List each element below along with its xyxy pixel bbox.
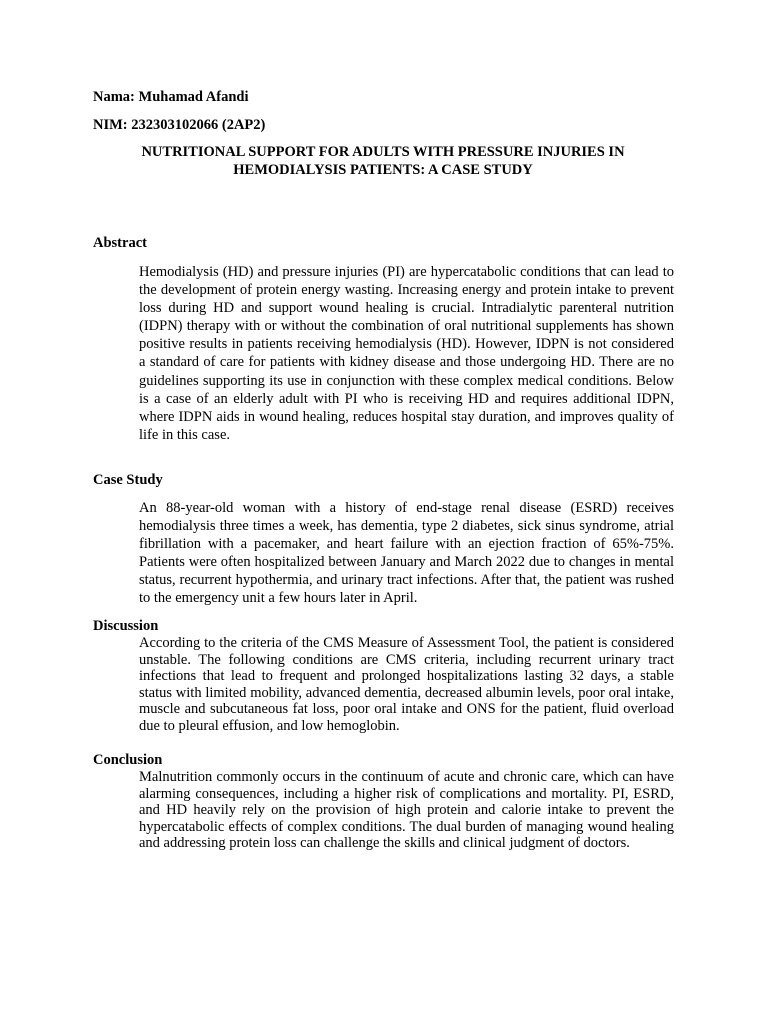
case-study-body: An 88-year-old woman with a history of end-stage renal disease (ESRD) receives hemodialysis three times a week, has dementia, type 2 diabetes, sick sinus syndrome, atrial fibrillation with a pacemaker, and heart failure with an ejection fraction of 65%-75%. Patients were often hospitalized between January and March 2022 due to changes in mental status, recurrent hypothermia, and urinary tract infections. After that, the patient was rushed to the emergency unit a few hours later in April.	[139, 500, 674, 607]
abstract-body: Hemodialysis (HD) and pressure injuries (PI) are hypercatabolic conditions that can lead to the development of protein energy wasting. Increasing energy and protein intake to prevent loss during HD and support wound healing is crucial. Intradialytic parenteral nutrition (IDPN) therapy with or without the combination of oral nutritional supplements has shown positive results in patients receiving hemodialysis (HD). However, IDPN is not considered a standard of care for patients with kidney disease and those undergoing HD. There are no guidelines supporting its use in conjunction with these complex medical conditions. Below is a case of an elderly adult with PI who is receiving HD and requires additional IDPN, where IDPN aids in wound healing, reduces hospital stay duration, and improves quality of life in this case.	[139, 264, 674, 443]
case-study-heading: Case Study	[93, 472, 163, 488]
title-line-2: HEMODIALYSIS PATIENTS: A CASE STUDY	[233, 162, 533, 178]
discussion-heading: Discussion	[93, 618, 159, 634]
title-line-1: NUTRITIONAL SUPPORT FOR ADULTS WITH PRESSURE INJURIES IN	[141, 144, 625, 160]
student-name: Nama: Muhamad Afandi	[93, 89, 249, 105]
abstract-heading: Abstract	[93, 235, 147, 251]
conclusion-heading: Conclusion	[93, 752, 163, 768]
document-title	[93, 143, 673, 179]
discussion-body: According to the criteria of the CMS Measure of Assessment Tool, the patient is considered unstable. The following conditions are CMS criteria, including recurrent urinary tract infections that lead to frequent and prolonged hospitalizations lasting 32 days, a stable status with limited mobility, advanced dementia, decreased albumin levels, poor oral intake, muscle and subcutaneous fat loss, poor oral intake and ONS for the patient, fluid overload due to pleural effusion, and low hemoglobin.	[139, 635, 674, 734]
student-nim: NIM: 232303102066 (2AP2)	[93, 117, 266, 133]
conclusion-body: Malnutrition commonly occurs in the continuum of acute and chronic care, which can have alarming consequences, including a higher risk of complications and mortality. PI, ESRD, and HD heavily rely on the provision of high protein and calorie intake to prevent the hypercatabolic effects of complex conditions. The dual burden of managing wound healing and addressing protein loss can challenge the skills and clinical judgment of doctors.	[139, 769, 674, 852]
